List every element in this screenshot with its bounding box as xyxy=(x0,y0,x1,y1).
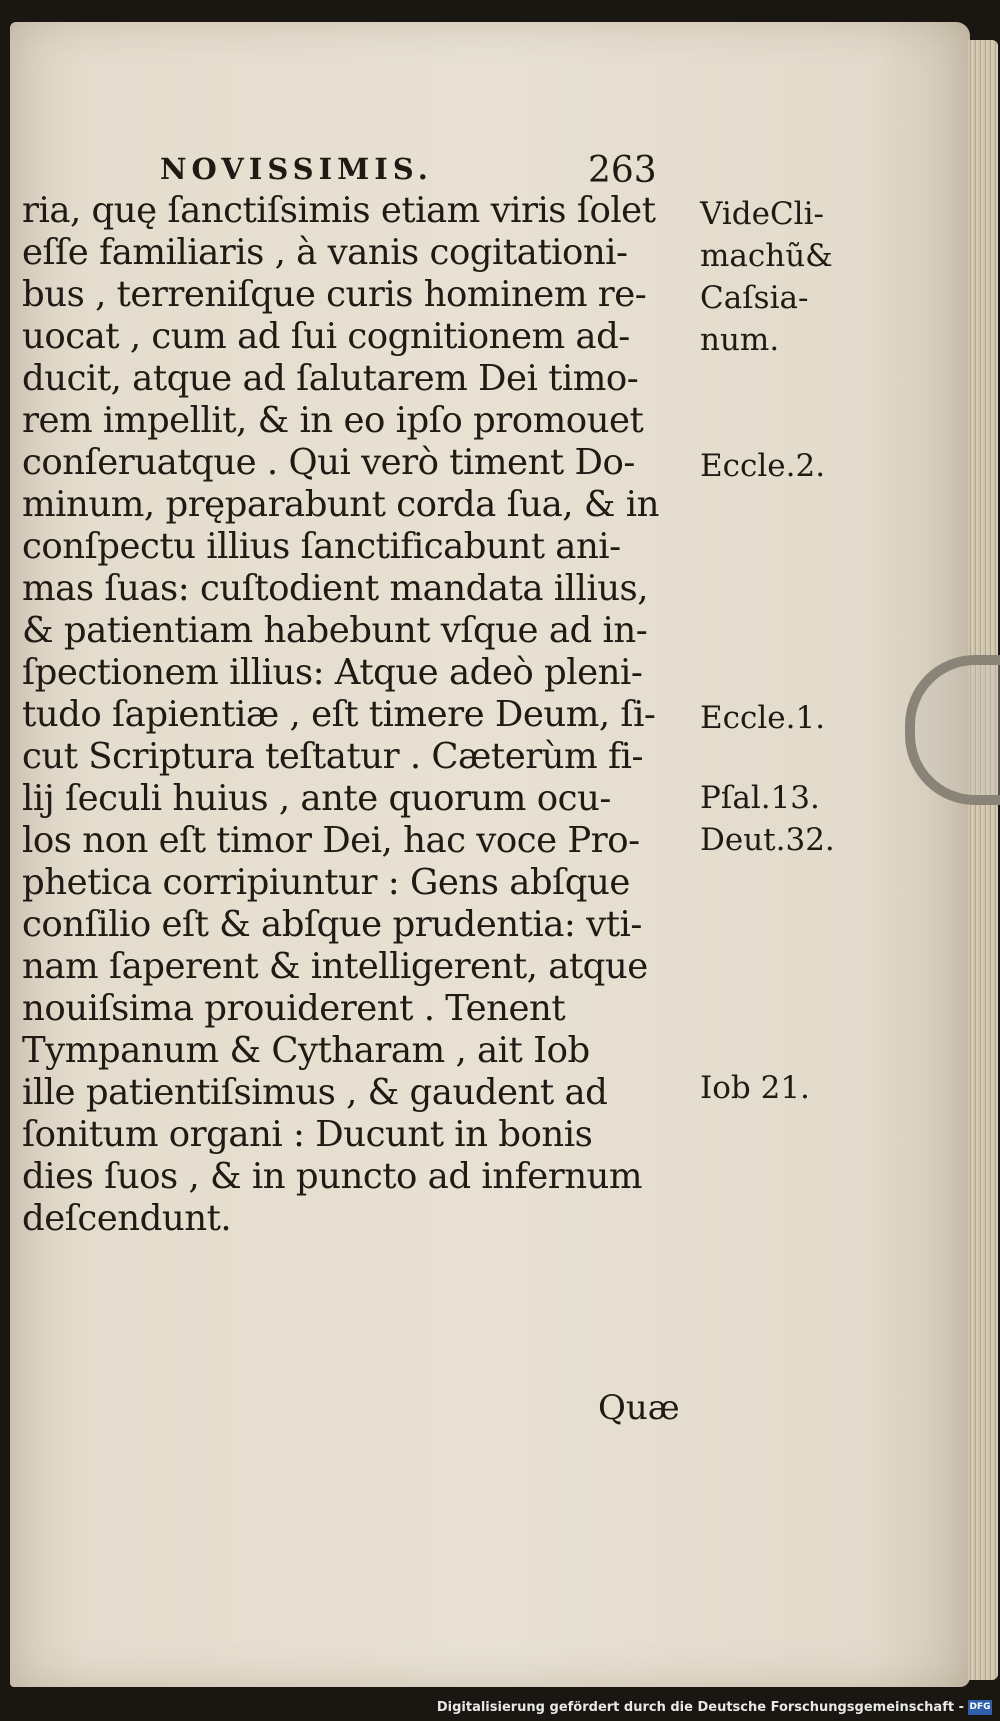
text-line: & patientiam habebunt vſque ad in- xyxy=(22,610,648,651)
text-line: cut Scriptura teſtatur . Cæterùm fi- xyxy=(22,736,643,777)
text-line: dies ſuos , & in puncto ad infernum xyxy=(22,1156,643,1197)
text-line: tudo ſapientiæ , eſt timere Deum, ſi- xyxy=(22,694,656,735)
text-line: ria, quę ſanctiſsimis etiam viris ſolet xyxy=(22,190,656,231)
text-line: eſſe familiaris , à vanis cogitationi- xyxy=(22,232,628,273)
marginal-note: Eccle.2. xyxy=(700,448,826,484)
text-line: lij ſeculi huius , ante quorum ocu- xyxy=(22,778,611,819)
text-line: nouiſsima prouiderent . Tenent xyxy=(22,988,566,1029)
text-line: los non eſt timor Dei, hac voce Pro- xyxy=(22,820,640,861)
text-line: phetica corripiuntur : Gens abſque xyxy=(22,862,630,903)
text-line: Tympanum & Cytharam , ait Iob xyxy=(22,1030,590,1071)
text-line: rem impellit, & in eo ipſo promouet xyxy=(22,400,644,441)
marginal-note: machũ& xyxy=(700,238,833,274)
marginal-note: Iob 21. xyxy=(700,1070,810,1106)
text-line: ducit, atque ad ſalutarem Dei timo- xyxy=(22,358,639,399)
footer-credit: Digitalisierung gefördert durch die Deutsche Forschungsgemeinschaft - xyxy=(436,1700,964,1715)
text-line: minum, pręparabunt corda ſua, & in xyxy=(22,484,659,525)
marginal-note: Deut.32. xyxy=(700,822,835,858)
text-line: ille patientiſsimus , & gaudent ad xyxy=(22,1072,608,1113)
page-edges xyxy=(968,40,998,1680)
text-line: nam ſaperent & intelligerent, atque xyxy=(22,946,648,987)
text-line: deſcendunt. xyxy=(22,1198,232,1239)
dfg-logo: DFG xyxy=(968,1700,992,1715)
text-line: conſeruatque . Qui verò timent Do- xyxy=(22,442,635,483)
text-line: ſpectionem illius: Atque adeò pleni- xyxy=(22,652,643,693)
running-title: NOVISSIMIS. xyxy=(160,152,433,186)
text-line: mas ſuas: cuſtodient mandata illius, xyxy=(22,568,649,609)
marginal-note: Pſal.13. xyxy=(700,780,820,816)
text-line: conſpectu illius ſanctificabunt ani- xyxy=(22,526,621,567)
marginal-note: num. xyxy=(700,322,780,358)
digitization-footer xyxy=(0,1696,1000,1721)
marginal-note: Eccle.1. xyxy=(700,700,826,736)
marginal-note: VideCli- xyxy=(700,196,824,232)
page-number: 263 xyxy=(588,150,657,191)
text-line: uocat , cum ad ſui cognitionem ad- xyxy=(22,316,630,357)
marginal-note: Caſsia- xyxy=(700,280,809,316)
text-line: conſilio eſt & abſque prudentia: vti- xyxy=(22,904,642,945)
catchword: Quæ xyxy=(598,1388,680,1428)
text-line: ſonitum organi : Ducunt in bonis xyxy=(22,1114,593,1155)
text-line: bus , terreniſque curis hominem re- xyxy=(22,274,647,315)
